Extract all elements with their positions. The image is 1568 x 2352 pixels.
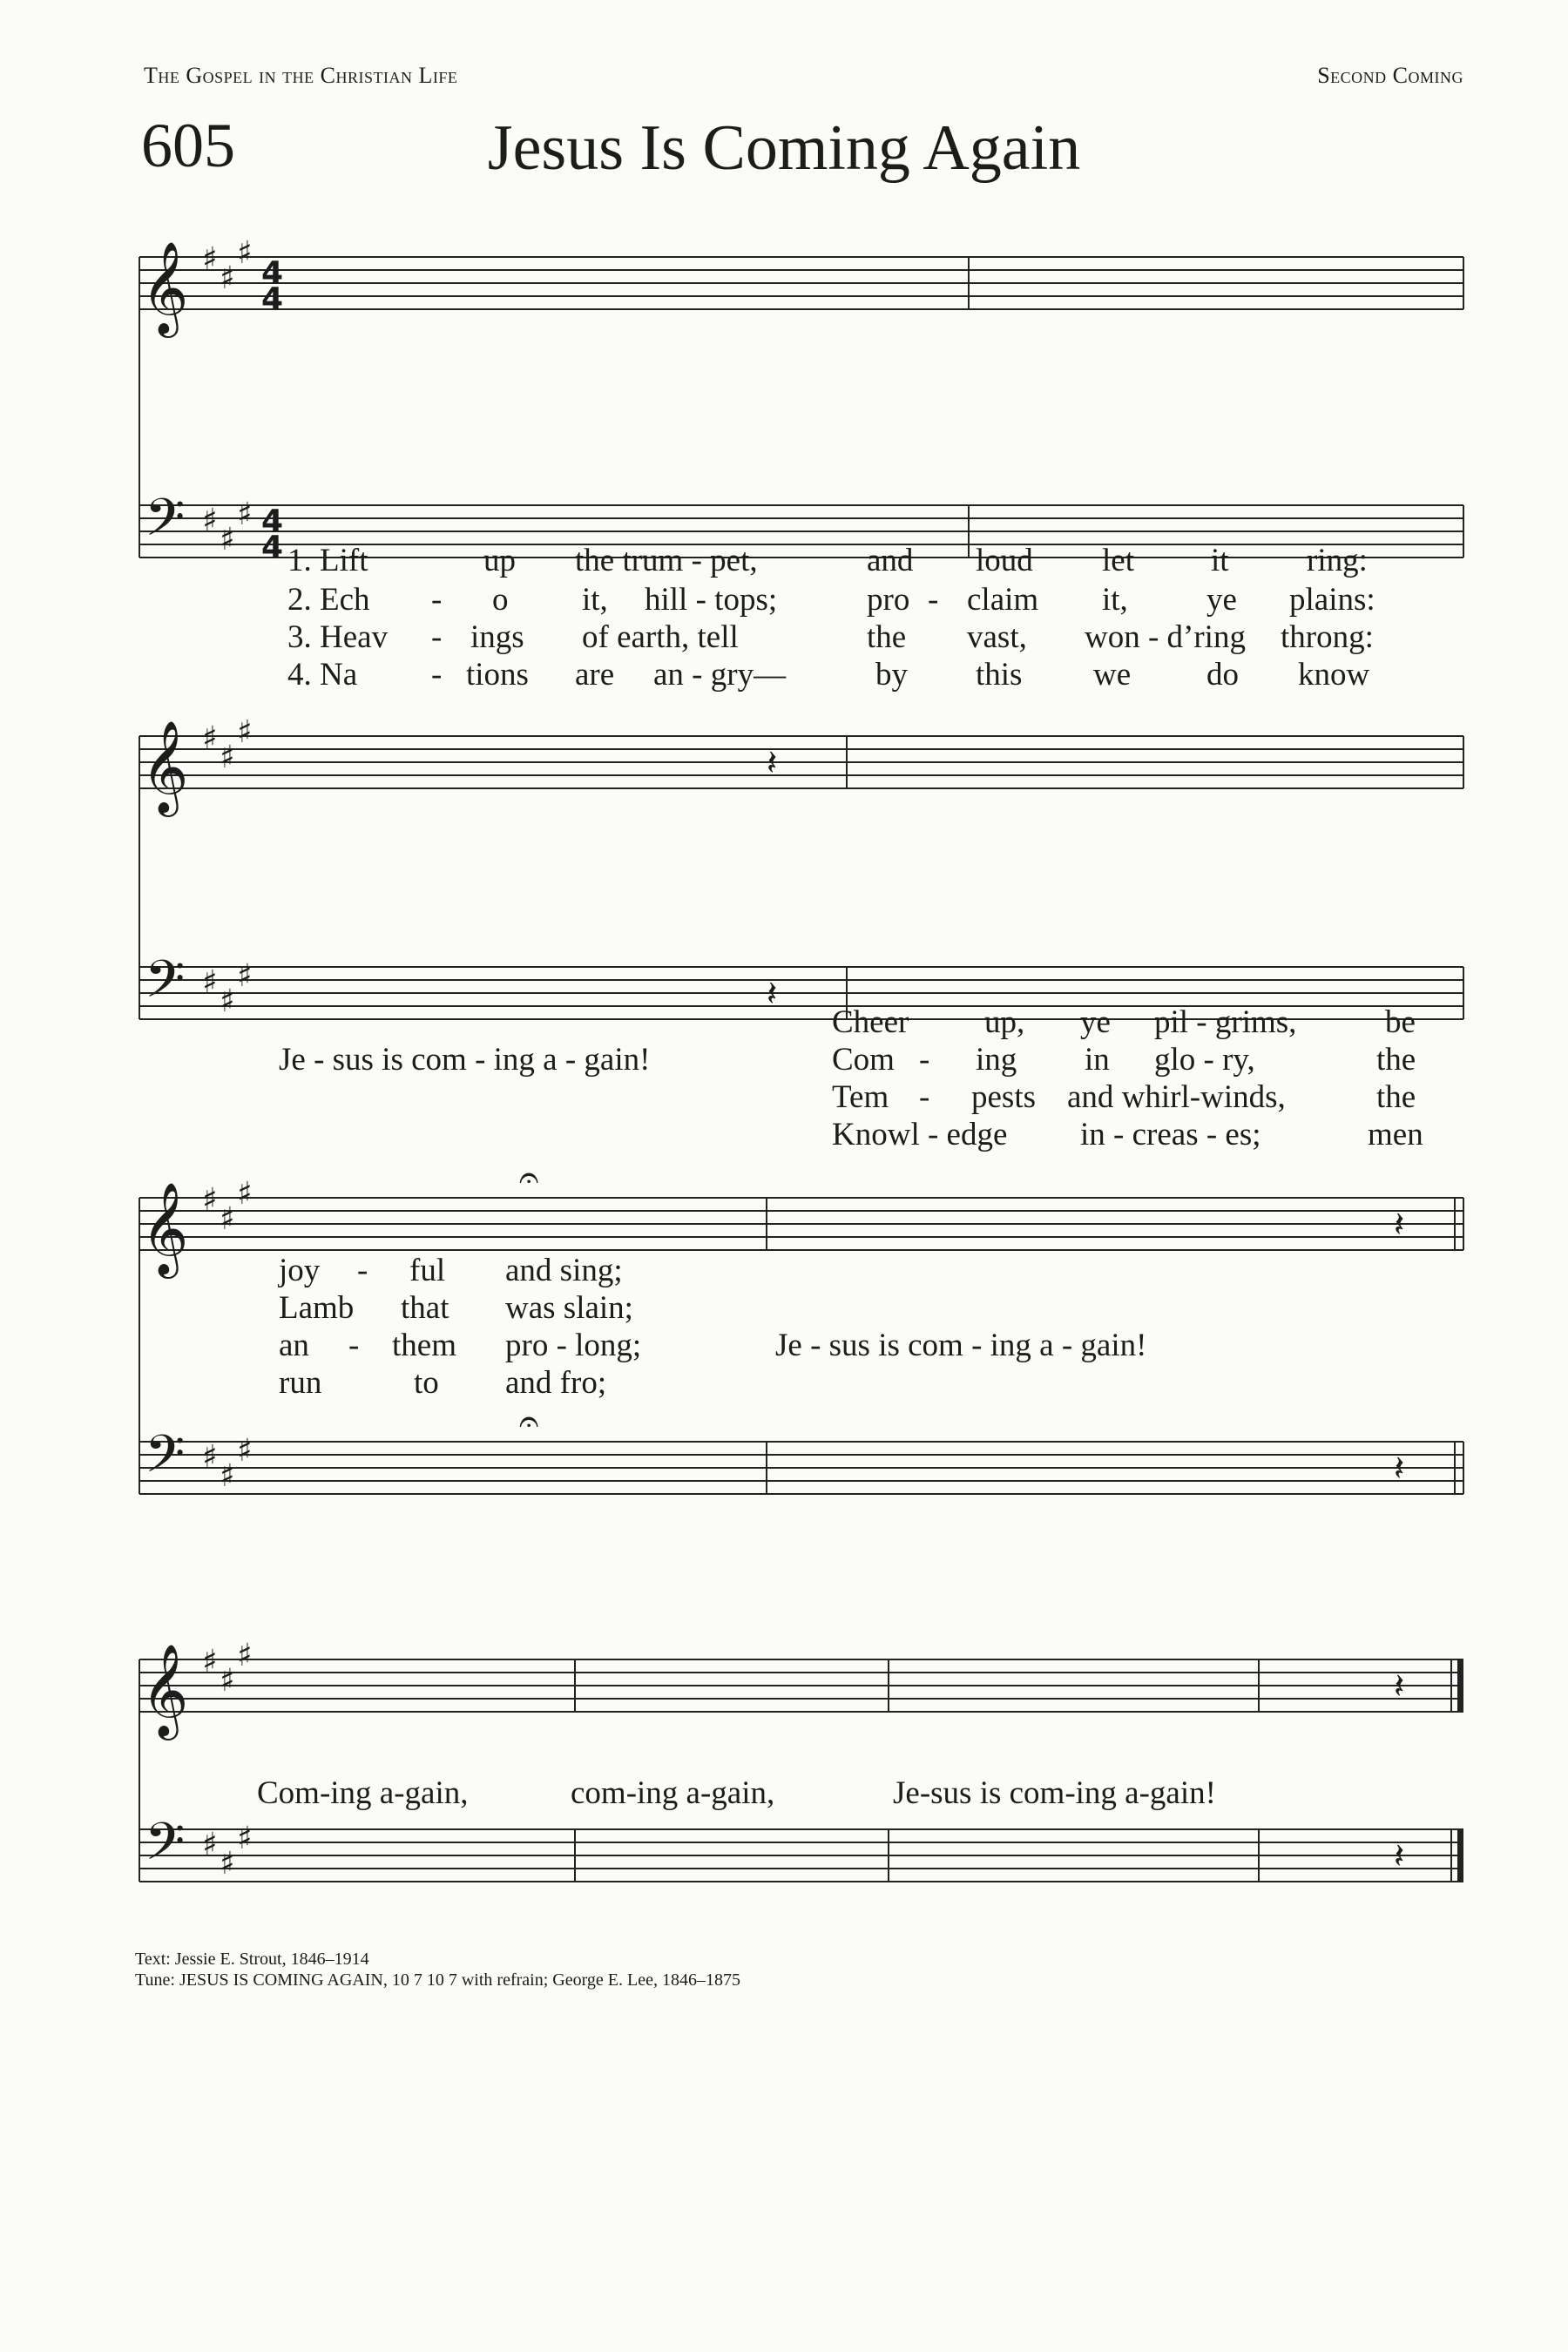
- lyric-syllable: we: [1093, 657, 1132, 693]
- time-signature-top: 4: [261, 504, 284, 539]
- sharp-icon: ♯: [202, 1827, 218, 1862]
- sharp-icon: ♯: [237, 497, 253, 532]
- lyric-syllable: the: [1376, 1042, 1416, 1078]
- sharp-icon: ♯: [237, 1433, 253, 1469]
- sharp-icon: ♯: [202, 720, 218, 756]
- lyric-syllable: ring:: [1307, 543, 1368, 578]
- music-system-3: [139, 1159, 1463, 1542]
- bass-staff: [139, 1811, 1463, 1884]
- sharp-icon: ♯: [237, 1821, 253, 1856]
- lyric-syllable: it: [1211, 543, 1229, 578]
- key-signature: [202, 1176, 252, 1237]
- sharp-icon: ♯: [220, 740, 235, 775]
- final-barline: [1457, 1659, 1463, 1712]
- lyric-syllable: and whirl-winds,: [1067, 1079, 1286, 1115]
- lyric-syllable: Je-sus is com-ing a-gain!: [893, 1775, 1216, 1811]
- treble-clef-icon: 𝄞: [141, 1181, 189, 1274]
- lyric-syllable: men: [1368, 1117, 1423, 1152]
- sharp-icon: ♯: [220, 1458, 235, 1494]
- music-system-1: [139, 218, 1463, 693]
- quarter-rest-icon: 𝄽: [767, 743, 778, 783]
- lyric-syllable: them: [392, 1328, 456, 1363]
- text-credit: Text: Jessie E. Strout, 1846–1914: [135, 1950, 369, 1969]
- time-signature: [261, 255, 283, 317]
- bass-staff: [139, 1402, 1463, 1497]
- lyric-syllable: the: [867, 619, 907, 655]
- sharp-icon: ♯: [237, 958, 253, 994]
- bass-clef-icon: 𝄢: [145, 949, 186, 1022]
- lyric-syllable: and sing;: [505, 1253, 623, 1288]
- lyric-syllable: plains:: [1289, 582, 1375, 618]
- sharp-icon: ♯: [202, 1644, 218, 1680]
- lyric-syllable: Cheer: [832, 1004, 909, 1040]
- lyric-syllable: are: [575, 657, 615, 693]
- lyric-syllable: Com-ing a-gain,: [257, 1775, 469, 1811]
- lyric-syllable: ings: [470, 619, 524, 655]
- lyric-syllable: Com: [832, 1042, 895, 1078]
- lyric-syllable: pro - long;: [505, 1328, 642, 1363]
- sharp-icon: ♯: [202, 241, 218, 277]
- time-signature-top: 4: [261, 255, 284, 291]
- sharp-icon: ♯: [220, 1201, 235, 1237]
- lyric-syllable: ye: [1206, 582, 1237, 618]
- treble-staff: [139, 1638, 1463, 1740]
- music-system-4: [139, 1638, 1463, 1930]
- sharp-icon: ♯: [220, 1663, 235, 1699]
- lyric-syllable: the: [1376, 1079, 1416, 1115]
- sharp-icon: ♯: [202, 1439, 218, 1475]
- lyric-syllable: in: [1085, 1042, 1110, 1078]
- music-system-2: [139, 697, 1463, 1152]
- section-label-right: Second Coming: [1317, 63, 1463, 88]
- quarter-rest-icon: 𝄽: [1394, 1836, 1405, 1876]
- lyric-syllable: -: [431, 657, 443, 693]
- lyric-syllable: be: [1385, 1004, 1416, 1040]
- lyric-syllable: an: [279, 1328, 309, 1363]
- lyric-syllable: -: [431, 619, 443, 655]
- lyric-syllable: of earth, tell: [582, 619, 739, 655]
- lyric-syllable: Je - sus is com - ing a - gain!: [775, 1328, 1147, 1363]
- lyric-syllable: that: [401, 1290, 449, 1326]
- lyric-syllable: 2. Ech: [287, 582, 370, 618]
- bass-clef-icon: 𝄢: [145, 487, 186, 560]
- lyric-syllable: hill - tops;: [645, 582, 778, 618]
- lyric-syllable: com-ing a-gain,: [571, 1775, 775, 1811]
- lyric-syllable: it,: [582, 582, 608, 618]
- lyric-syllable: was slain;: [505, 1290, 633, 1326]
- fermata-icon: 𝄐: [519, 1158, 539, 1198]
- lyric-syllable: joy: [279, 1253, 321, 1288]
- lyric-syllable: know: [1298, 657, 1370, 693]
- hymn-title: Jesus Is Coming Again: [487, 112, 1081, 184]
- quarter-rest-icon: 𝄽: [1394, 1449, 1405, 1489]
- lyric-syllable: it,: [1102, 582, 1128, 618]
- treble-clef-icon: 𝄞: [141, 1643, 189, 1736]
- lyric-syllable: ye: [1080, 1004, 1111, 1040]
- lyric-syllable: and fro;: [505, 1365, 607, 1401]
- lyric-syllable: up: [483, 543, 516, 578]
- sharp-icon: ♯: [220, 522, 235, 558]
- lyric-syllable: Knowl - edge: [832, 1117, 1008, 1152]
- staff-graphic: [139, 218, 1463, 592]
- key-signature: [202, 714, 252, 775]
- quarter-rest-icon: 𝄽: [767, 974, 778, 1014]
- treble-staff: [139, 235, 1463, 338]
- lyric-syllable: -: [348, 1328, 360, 1363]
- lyric-syllable: do: [1206, 657, 1239, 693]
- lyric-syllable: Je - sus is com - ing a - gain!: [279, 1042, 651, 1078]
- lyric-syllable: by: [875, 657, 908, 693]
- lyric-syllable: ing: [976, 1042, 1017, 1078]
- lyric-syllable: loud: [976, 543, 1033, 578]
- bass-clef-icon: 𝄢: [145, 1423, 186, 1497]
- sharp-icon: ♯: [237, 714, 253, 750]
- lyric-syllable: vast,: [967, 619, 1027, 655]
- section-label-left: The Gospel in the Christian Life: [144, 63, 458, 88]
- lyric-syllable: -: [919, 1042, 930, 1078]
- quarter-rest-icon: 𝄽: [1394, 1205, 1405, 1245]
- lyric-syllable: up,: [984, 1004, 1025, 1040]
- lyric-syllable: the trum - pet,: [575, 543, 758, 578]
- lyric-syllable: 4. Na: [287, 657, 358, 693]
- lyric-syllable: let: [1102, 543, 1134, 578]
- sharp-icon: ♯: [202, 503, 218, 538]
- lyric-syllable: glo - ry,: [1154, 1042, 1255, 1078]
- fermata-icon: 𝄐: [519, 1402, 539, 1442]
- hymn-number: 605: [141, 111, 235, 180]
- lyric-syllable: o: [492, 582, 509, 618]
- time-signature-bottom: 4: [261, 530, 284, 565]
- lyric-syllable: claim: [967, 582, 1039, 618]
- lyric-syllable: 3. Heav: [287, 619, 389, 655]
- lyric-syllable: this: [976, 657, 1023, 693]
- lyric-syllable: pil - grims,: [1154, 1004, 1297, 1040]
- lyric-syllable: -: [928, 582, 939, 618]
- sharp-icon: ♯: [202, 1182, 218, 1218]
- tune-credit: Tune: JESUS IS COMING AGAIN, 10 7 10 7 with refrain; George E. Lee, 1846–1875: [135, 1970, 740, 1990]
- sharp-icon: ♯: [220, 260, 235, 296]
- lyric-syllable: 1. Lift: [287, 543, 368, 578]
- treble-clef-icon: 𝄞: [141, 720, 189, 813]
- time-signature-bottom: 4: [261, 281, 284, 317]
- lyric-syllable: throng:: [1281, 619, 1374, 655]
- lyric-syllable: Lamb: [279, 1290, 355, 1326]
- sharp-icon: ♯: [237, 235, 253, 271]
- time-signature: [261, 504, 283, 565]
- sharp-icon: ♯: [237, 1638, 253, 1673]
- lyric-syllable: -: [357, 1253, 368, 1288]
- sharp-icon: ♯: [220, 1846, 235, 1882]
- sharp-icon: ♯: [237, 1176, 253, 1212]
- sharp-icon: ♯: [202, 964, 218, 1000]
- lyric-syllable: pests: [971, 1079, 1036, 1115]
- lyric-syllable: -: [919, 1079, 930, 1115]
- quarter-rest-icon: 𝄽: [1394, 1666, 1405, 1707]
- bass-clef-icon: 𝄢: [145, 1811, 186, 1884]
- lyric-syllable: pro: [867, 582, 910, 618]
- lyric-syllable: in - creas - es;: [1080, 1117, 1261, 1152]
- sharp-icon: ♯: [220, 983, 235, 1019]
- key-signature: [202, 235, 252, 296]
- lyric-syllable: -: [431, 582, 443, 618]
- final-barline: [1457, 1829, 1463, 1882]
- lyric-syllable: tions: [466, 657, 529, 693]
- lyric-syllable: to: [414, 1365, 439, 1401]
- treble-staff: [139, 1158, 1463, 1279]
- lyric-syllable: and: [867, 543, 914, 578]
- treble-staff: [139, 714, 1463, 817]
- lyric-syllable: Tem: [832, 1079, 889, 1115]
- key-signature: [202, 1638, 252, 1699]
- lyric-syllable: ful: [409, 1253, 446, 1288]
- treble-clef-icon: 𝄞: [141, 240, 189, 334]
- lyric-syllable: won - d’ring: [1085, 619, 1246, 655]
- lyric-syllable: run: [279, 1365, 322, 1401]
- lyric-syllable: an - gry—: [653, 657, 787, 693]
